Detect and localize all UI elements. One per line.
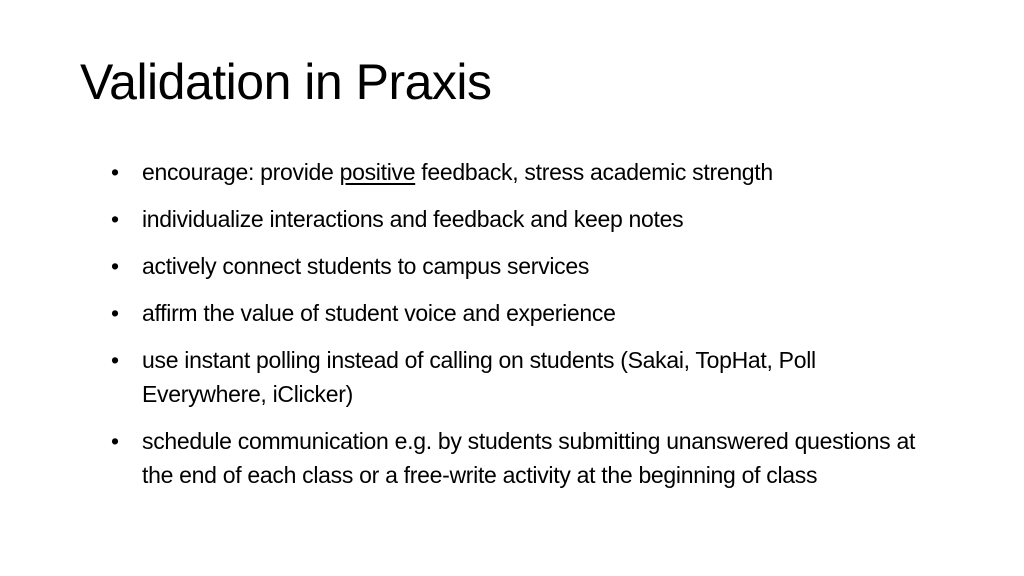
bullet-item: [111, 155, 941, 189]
bullet-dot-icon: •: [111, 206, 119, 232]
bullet-dot-icon: •: [111, 428, 119, 454]
bullet-item: [111, 296, 941, 330]
bullet-text-before: encourage: provide: [142, 159, 340, 185]
bullet-text: actively connect students to campus services: [142, 253, 590, 279]
bullet-item: [111, 249, 941, 283]
bullet-dot-icon: •: [111, 159, 119, 185]
bullet-dot-icon: •: [111, 347, 119, 373]
bullet-item: [111, 424, 941, 492]
bullet-emphasis-text: positive: [339, 159, 416, 185]
bullet-text: schedule communication e.g. by students submitting unanswered questions at the end of each class or a free-write activity at the beginning of class: [142, 428, 916, 488]
bullet-text: individualize interactions and feedback and keep notes: [142, 206, 684, 232]
bullet-dot-icon: •: [111, 253, 119, 279]
bullet-item: [111, 202, 941, 236]
bullet-dot-icon: •: [111, 300, 119, 326]
bullet-item: [111, 343, 941, 411]
bullet-list: [111, 155, 941, 505]
bullet-text: use instant polling instead of calling on students (Sakai, TopHat, Poll Everywhere, iClicker): [142, 347, 816, 407]
bullet-text: affirm the value of student voice and experience: [142, 300, 616, 326]
slide-title: Validation in Praxis: [80, 54, 492, 110]
bullet-text-after: feedback, stress academic strength: [415, 159, 773, 185]
